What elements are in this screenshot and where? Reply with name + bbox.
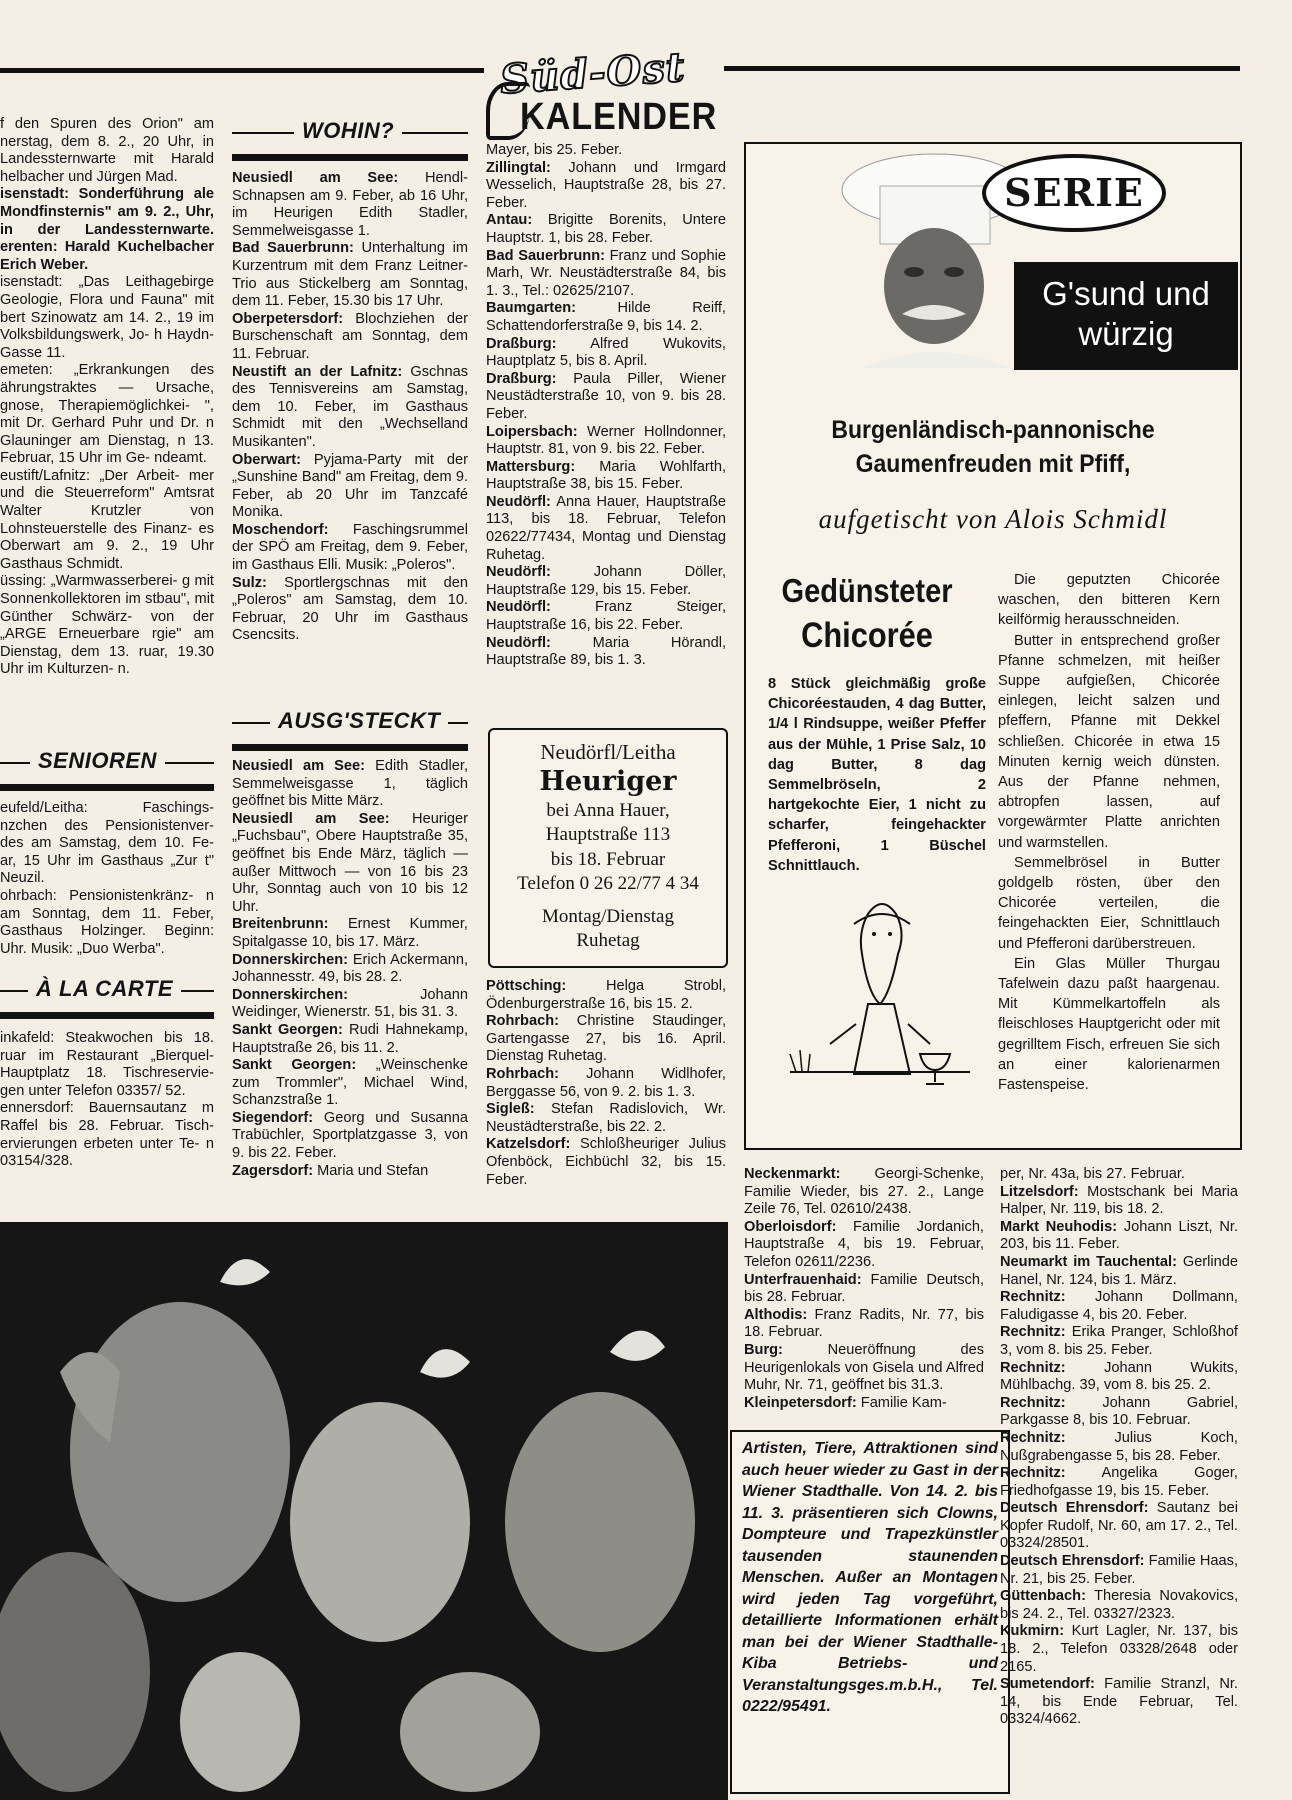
entry-place: Oberwart: bbox=[232, 451, 301, 468]
col1-item: üssing: „Warmwasserberei- g mit Sonnenkollektoren im stbau", mit Günther Schwärz- von der „ARGE Erneuerbare rgie" am Dienstag, dem 13. ruar, 19.30 Uhr im Kulturzen- n. bbox=[0, 573, 214, 678]
calendar-entry bbox=[1000, 1360, 1238, 1395]
calendar-entry bbox=[232, 916, 468, 951]
calendar-entry bbox=[1000, 1395, 1238, 1430]
entry-text: Hilde Reiff, Schattendorferstraße 9, bis 14. 2. bbox=[486, 300, 726, 334]
calendar-entry bbox=[1000, 1500, 1238, 1553]
entry-text: Paula Piller, Wiener Neustädterstraße 10, von 9. bis 28. Feber. bbox=[486, 370, 726, 422]
entry-text: Familie Kam- bbox=[856, 1394, 947, 1411]
serie-byline: aufgetischt von Alois Schmidl bbox=[818, 504, 1168, 534]
calendar-entry bbox=[744, 1395, 984, 1413]
entry-place: Rechnitz: bbox=[1000, 1465, 1066, 1482]
entry-place: Bad Sauerbrunn: bbox=[232, 240, 354, 257]
entry-text: „Weinschenke zum Trommler", Michael Wind, Schanzstraße 1. bbox=[232, 1057, 468, 1109]
calendar-entry bbox=[232, 240, 468, 310]
calendar-entry bbox=[486, 212, 726, 247]
calendar-entry bbox=[1000, 1623, 1238, 1676]
entry-text: Heuriger „Fuchsbau", Obere Hauptstraße 35, geöffnet bis Ende März, täglich — außer Mittwoch — von 16 bis 23 Uhr, Sonntag auch von 10 bis 12 Uhr. bbox=[232, 810, 468, 915]
entry-text: Maria Wohlfarth, Hauptstraße 38, bis 15. Feber. bbox=[486, 458, 726, 493]
entry-text: Neueröffnung des Heurigenlokals von Gisela und Alfred Muhr, Nr. 71, geöffnet bis 31.3. bbox=[744, 1341, 984, 1394]
ad-closed-label: Ruhetag bbox=[576, 930, 640, 951]
entry-text: Johann Liszt, Nr. 203, bis 11. Feber. bbox=[1000, 1218, 1238, 1253]
entry-text: Johann Gabriel, Parkgasse 8, bis 10. Februar. bbox=[1000, 1394, 1238, 1429]
calendar-entry bbox=[232, 952, 468, 987]
entry-place: Bad Sauerbrunn: bbox=[486, 247, 605, 264]
masthead-s-swash bbox=[486, 82, 530, 140]
entry-place: Neumarkt im Tauchental: bbox=[1000, 1253, 1177, 1270]
recipe-step: Die geputzten Chicorée waschen, den bitteren Kern keilförmig herausschneiden. bbox=[998, 572, 1220, 629]
recipe-title-2: Chicorée bbox=[801, 616, 933, 655]
entry-place: Zillingtal: bbox=[486, 159, 551, 176]
ausg-list bbox=[232, 758, 468, 1198]
entry-place: Neudörfl: bbox=[486, 564, 551, 581]
masthead-rule-right bbox=[724, 66, 1240, 71]
entry-place: Rechnitz: bbox=[1000, 1394, 1066, 1411]
entry-place: Sulz: bbox=[232, 574, 267, 591]
entry-place: Neustift an der Lafnitz: bbox=[232, 363, 403, 380]
senioren-item: ohrbach: Pensionistenkränz- n am Sonntag, dem 11. Feber, Gasthaus Holzinger. Beginn: Uhr. Musik: „Duo Werba". bbox=[0, 887, 214, 957]
entry-place: Burg: bbox=[744, 1341, 783, 1358]
entry-text: per, Nr. 43a, bis 27. Februar. bbox=[1000, 1166, 1185, 1182]
entry-place: Mattersburg: bbox=[486, 458, 576, 475]
entry-place: Markt Neuhodis: bbox=[1000, 1218, 1118, 1235]
carte-header bbox=[0, 976, 214, 1022]
serie-headline-1: Burgenländisch-pannonische bbox=[831, 416, 1155, 444]
col1-item: emeten: „Erkrankungen des ährungstraktes — Ursache, gnose, Therapiemöglichkei- ", mit Dr. Gerhard Puhr und Dr. n Glauninger am Dienstag, n 13. Februar, 15 Uhr im Ge- ndeamt. bbox=[0, 362, 214, 467]
calendar-entry bbox=[744, 1272, 984, 1307]
calendar-entry bbox=[486, 599, 726, 634]
entry-place: Neudörfl: bbox=[486, 599, 551, 616]
recipe-step: Semmelbrösel in Butter goldgelb rösten, über den Chicorée verteilen, die feingehackten Eier, Schnittlauch und Pfefferoni darüberstreuen. bbox=[998, 854, 1220, 952]
calendar-entry bbox=[486, 1101, 726, 1136]
ad-host: bei Anna Hauer, bbox=[546, 799, 670, 821]
calendar-entry bbox=[232, 575, 468, 645]
entry-place: Pöttsching: bbox=[486, 978, 567, 994]
column-3-top bbox=[486, 142, 726, 702]
calendar-entry bbox=[232, 758, 468, 811]
entry-place: Neudörfl: bbox=[486, 493, 551, 510]
calendar-entry bbox=[1000, 1254, 1238, 1289]
entry-place: Sankt Georgen: bbox=[232, 1021, 343, 1038]
entry-text: Ernest Kummer, Spitalgasse 10, bis 17. März. bbox=[232, 916, 468, 950]
entry-place: Rechnitz: bbox=[1000, 1289, 1066, 1306]
ad-heuriger: Heuriger bbox=[539, 765, 677, 797]
recipe-series-box bbox=[744, 142, 1242, 1150]
entry-place: Oberpetersdorf: bbox=[232, 310, 344, 327]
masthead-title: KALENDER bbox=[520, 96, 718, 138]
entry-text: Faschingsrummel der SPÖ am Freitag, dem 9. Feber, im Gasthaus Elli. Musik: „Poleros". bbox=[232, 521, 468, 574]
entry-text: Edith Stadler, Semmelweisgasse 1, täglich geöffnet bis Mitte März. bbox=[232, 758, 468, 810]
calendar-entry bbox=[486, 1136, 726, 1189]
calendar-entry bbox=[1000, 1588, 1238, 1623]
recipe-step: Butter in entsprechend großer Pfanne schmelzen, mit heißer Suppe aufgießen, Chicorée einlegen, leicht salzen und pfeffern, Pfanne mit Dekkel schließen. Chicorée in etwa 15 Minuten kernig weich dünsten. Aus der Pfanne nehmen, abtropfen lassen, auf vorgewärmter Platte anrichten und warmstellen. bbox=[998, 632, 1220, 851]
serie-tagline-1: G'sund und bbox=[1042, 275, 1210, 312]
entry-text: Alfred Wukovits, Hauptplatz 5, bis 8. April. bbox=[486, 335, 726, 370]
masthead-script-title: Süd-Ost bbox=[498, 43, 687, 104]
entry-text: Johann Weidinger, Wienerstr. 51, bis 31. 3. bbox=[232, 986, 468, 1021]
entry-text: Familie Deutsch, bis 28. Februar. bbox=[744, 1271, 984, 1306]
entry-text: Mostschank bei Maria Halper, Nr. 119, bis 18. 2. bbox=[1000, 1183, 1238, 1218]
calendar-entry bbox=[744, 1166, 984, 1219]
carte-title: À LA CARTE bbox=[28, 976, 181, 1002]
entry-text: Mayer, bis 25. Feber. bbox=[486, 142, 623, 158]
serie-banner bbox=[1014, 262, 1238, 370]
entry-place: Siegendorf: bbox=[232, 1109, 314, 1126]
entry-place: Rechnitz: bbox=[1000, 1429, 1066, 1446]
column-5-lower bbox=[1000, 1166, 1238, 1798]
calendar-entry bbox=[232, 1057, 468, 1110]
calendar-entry bbox=[232, 364, 468, 452]
entry-place: Zagersdorf: bbox=[232, 1162, 314, 1179]
ad-closed-days: Montag/Dienstag bbox=[542, 905, 674, 927]
caption-text: Artisten, Tiere, Attraktionen sind auch heuer wieder zu Gast in der Wiener Stadthalle. Von 14. 2. bis 11. 3. präsentieren sich Clowns, Dompteure und Trapezkünstler tausenden staunenden Menschen. Außer an Montagen wird jeden Tag vorgeführt, detaillierte Informationen erhält man bei der Wiener Stadthalle-Kiba Betriebs- und Veranstaltungsges.m.b.H., Tel. 0222/95491. bbox=[742, 1440, 998, 1715]
masthead-rule-left bbox=[0, 68, 484, 73]
masthead bbox=[486, 43, 722, 142]
heuriger-ad bbox=[488, 728, 728, 968]
entry-text: Kurt Lagler, Nr. 137, bis 18. 2., Telefon 03328/2648 oder 2165. bbox=[1000, 1623, 1238, 1675]
entry-place: Rechnitz: bbox=[1000, 1359, 1066, 1376]
serie-headline-2: Gaumenfreuden mit Pfiff, bbox=[855, 450, 1131, 478]
entry-text: Julius Koch, Nußgrabengasse 5, bis 28. Feber. bbox=[1000, 1429, 1238, 1464]
entry-text: Maria Hörandl, Hauptstraße 89, bis 1. 3. bbox=[486, 634, 726, 669]
calendar-entry bbox=[486, 142, 726, 160]
entry-place: Güttenbach: bbox=[1000, 1588, 1086, 1605]
ad-address: Hauptstraße 113 bbox=[545, 824, 671, 845]
calendar-entry bbox=[1000, 1184, 1238, 1219]
calendar-entry bbox=[486, 248, 726, 301]
col1-item: isenstadt: Sonderführung ale Mondfinsternis" am 9. 2., Uhr, in der Landessternwarte. erenten: Harald Kuchelbacher Erich Weber. bbox=[0, 186, 214, 273]
calendar-entry bbox=[486, 564, 726, 599]
entry-text: Johann Widlhofer, Berggasse 56, von 9. 2. bis 1. 3. bbox=[486, 1065, 726, 1100]
calendar-entry bbox=[232, 987, 468, 1022]
calendar-entry bbox=[232, 811, 468, 917]
calendar-entry bbox=[1000, 1465, 1238, 1500]
recipe-ingredients: 8 Stück gleichmäßig große Chicoréestauden, 4 dag Butter, 1/4 l Rindsuppe, weißer Pfeffer aus der Mühle, 1 Prise Salz, 10 dag Butter, 8 dag Semmelbröseln, 2 hartgekochte Eier, 1 nicht zu scharfer, feingehackter Pfefferoni, 1 Büschel Schnittlauch. bbox=[768, 676, 986, 874]
calendar-entry bbox=[486, 371, 726, 424]
entry-text: Sautanz bei Kopfer Rudolf, Nr. 60, am 17. 2., Tel. 03324/28501. bbox=[1000, 1500, 1238, 1552]
entry-place: Katzelsdorf: bbox=[486, 1136, 571, 1153]
entry-text: Theresia Novakovics, bis 24. 2., Tel. 03327/2323. bbox=[1000, 1588, 1238, 1622]
carte-item: inkafeld: Steakwochen bis 18. ruar im Restaurant „Bierquel- Hauptplatz 18. Tischreservie- gen unter Telefon 03357/ 52. bbox=[0, 1030, 214, 1099]
entry-text: Georgi-Schenke, Familie Wieder, bis 27. 2., Lange Zeile 76, Tel. 02610/2438. bbox=[744, 1166, 984, 1218]
chef-cartoon bbox=[770, 894, 982, 1094]
calendar-entry bbox=[744, 1342, 984, 1395]
entry-text: Brigitte Borenits, Untere Hauptstr. 1, bis 28. Feber. bbox=[486, 212, 726, 246]
ausg-title: AUSG'STECKT bbox=[270, 708, 448, 734]
entry-text: Johann Wukits, Mühlbachg. 39, vom 8. bis 25. 2. bbox=[1000, 1359, 1238, 1394]
calendar-entry bbox=[1000, 1324, 1238, 1359]
calendar-entry bbox=[1000, 1553, 1238, 1588]
col1-item: f den Spuren des Orion" am nerstag, dem 8. 2., 20 Uhr, in Landessternwarte mit Harald helbacher und Jürgen Mad. bbox=[0, 116, 214, 185]
recipe-title-1: Gedünsteter bbox=[781, 572, 953, 609]
entry-place: Oberloisdorf: bbox=[744, 1218, 837, 1235]
ad-location: Neudörfl/Leitha bbox=[540, 740, 676, 764]
entry-place: Neusiedl am See: bbox=[232, 810, 390, 827]
calendar-entry bbox=[744, 1219, 984, 1272]
calendar-entry bbox=[232, 1163, 468, 1181]
entry-text: Johann Döller, Hauptstraße 129, bis 15. Feber. bbox=[486, 564, 726, 598]
calendar-entry bbox=[232, 311, 468, 364]
cartoon-illustration bbox=[770, 894, 982, 1094]
serie-badge bbox=[982, 154, 1166, 232]
calendar-entry bbox=[744, 1307, 984, 1342]
entry-text: Anna Hauer, Hauptstraße 113, bis 18. Februar, Telefon 02622/77434, Montag und Dienstag Ruhetag. bbox=[486, 493, 726, 563]
entry-text: Familie Jordanich, Hauptstraße 4, bis 19. Februar, Telefon 02611/2236. bbox=[744, 1218, 984, 1270]
entry-text: Sportlergschnas mit den „Poleros" am Samstag, dem 10. Februar, 20 Uhr im Gasthaus Csencsits. bbox=[232, 574, 468, 644]
entry-text: Werner Hollndonner, Hauptstr. 81, von 9. bis 22. Feber. bbox=[486, 423, 726, 458]
entry-place: Donnerskirchen: bbox=[232, 986, 348, 1003]
entry-text: Gschnas des Tennisvereins am Samstag, dem 10. Feber, im Gasthaus Schmidt mit den „Wechselland Musikanten". bbox=[232, 363, 468, 450]
entry-place: Neckenmarkt: bbox=[744, 1166, 841, 1182]
wohin-title: WOHIN? bbox=[294, 118, 402, 144]
calendar-entry bbox=[486, 424, 726, 459]
entry-text: Maria und Stefan bbox=[313, 1162, 429, 1179]
serie-badge-text: SERIE bbox=[1004, 170, 1144, 215]
entry-place: Sumetendorf: bbox=[1000, 1676, 1095, 1693]
senioren-title: SENIOREN bbox=[30, 748, 165, 774]
entry-place: Rechnitz: bbox=[1000, 1324, 1066, 1341]
calendar-entry bbox=[486, 1066, 726, 1101]
entry-place: Neusiedl am See: bbox=[232, 758, 365, 774]
entry-text: Franz und Sophie Marh, Wr. Neustädterstraße 84, bis 1. 3., Tel.: 02625/2107. bbox=[486, 247, 726, 299]
senioren-list bbox=[0, 800, 214, 970]
entry-text: Helga Strobl, Ödenburgerstraße 16, bis 15. 2. bbox=[486, 978, 726, 1012]
calendar-entry bbox=[486, 978, 726, 1013]
entry-place: Draßburg: bbox=[486, 370, 557, 387]
entry-place: Deutsch Ehrensdorf: bbox=[1000, 1553, 1145, 1570]
wohin-list bbox=[232, 170, 468, 700]
wohin-header bbox=[232, 118, 468, 164]
entry-place: Neusiedl am See: bbox=[232, 170, 399, 186]
entry-place: Donnerskirchen: bbox=[232, 951, 348, 968]
entry-text: Johann und Irmgard Wesselich, Hauptstraße 28, bis 27. Feber. bbox=[486, 159, 726, 211]
entry-text: Johann Dollmann, Faludigasse 4, bis 20. Feber. bbox=[1000, 1289, 1238, 1323]
photo-caption bbox=[730, 1430, 1010, 1794]
serie-tagline-2: würzig bbox=[1078, 315, 1174, 352]
ad-dates: bis 18. Februar bbox=[550, 848, 666, 870]
entry-text: Erika Pranger, Schloßhof 3, vom 8. bis 25. Feber. bbox=[1000, 1324, 1238, 1358]
calendar-entry bbox=[1000, 1676, 1238, 1729]
calendar-entry bbox=[1000, 1430, 1238, 1465]
calendar-entry bbox=[486, 336, 726, 371]
entry-text: Angelika Goger, Friedhofgasse 19, bis 15. Feber. bbox=[1000, 1465, 1238, 1499]
entry-text: Franz Steiger, Hauptstraße 16, bis 22. Feber. bbox=[486, 599, 726, 634]
calendar-entry bbox=[232, 1110, 468, 1163]
entry-place: Unterfrauenhaid: bbox=[744, 1271, 862, 1288]
entry-text: Familie Stranzl, Nr. 14, bis Ende Februar, Tel. 03324/4662. bbox=[1000, 1676, 1238, 1728]
calendar-entry bbox=[486, 160, 726, 213]
calendar-entry bbox=[486, 494, 726, 564]
calendar-entry bbox=[232, 170, 468, 240]
entry-place: Moschendorf: bbox=[232, 521, 329, 538]
circus-elephants-photo bbox=[0, 1222, 728, 1800]
entry-text: Franz Radits, Nr. 77, bis 18. Februar. bbox=[744, 1306, 984, 1341]
entry-place: Sankt Georgen: bbox=[232, 1057, 357, 1074]
entry-text: Familie Haas, Nr. 21, bis 25. Feber. bbox=[1000, 1553, 1238, 1587]
senioren-item: eufeld/Leitha: Faschings- nzchen des Pensionistenver- des am Samstag, dem 10. Fe- ar, 15 Uhr im Gasthaus „Zur t" Neuzil. bbox=[0, 800, 214, 887]
calendar-entry bbox=[232, 522, 468, 575]
calendar-entry bbox=[1000, 1289, 1238, 1324]
entry-text: Georg und Susanna Trabüchler, Sportplatzgasse 3, von 9. bis 22. Feber. bbox=[232, 1109, 468, 1162]
entry-text: Schloßheuriger Julius Ofenböck, Eichbüchl 32, bis 15. Feber. bbox=[486, 1136, 726, 1188]
entry-text: Pyjama-Party mit der „Sunshine Band" am Freitag, dem 9. Feber, ab 20 Uhr im Tanzcafé Monika. bbox=[232, 451, 468, 521]
entry-place: Rohrbach: bbox=[486, 1065, 559, 1082]
ausg-header bbox=[232, 708, 468, 754]
entry-text: Gerlinde Hanel, Nr. 124, bis 1. März. bbox=[1000, 1253, 1238, 1288]
entry-text: Hendl-Schnapsen am 9. Feber, ab 16 Uhr, im Heurigen Edith Stadler, Semmelweisgasse 1. bbox=[232, 170, 468, 239]
entry-place: Litzelsdorf: bbox=[1000, 1183, 1079, 1200]
calendar-entry bbox=[486, 635, 726, 670]
senioren-header bbox=[0, 748, 214, 794]
entry-place: Loipersbach: bbox=[486, 423, 578, 440]
entry-text: Rudi Hahnekamp, Hauptstraße 26, bis 11. 2. bbox=[232, 1021, 468, 1056]
entry-place: Deutsch Ehrensdorf: bbox=[1000, 1500, 1149, 1517]
calendar-entry bbox=[232, 1022, 468, 1057]
calendar-entry bbox=[486, 1013, 726, 1066]
entry-place: Kleinpetersdorf: bbox=[744, 1394, 857, 1411]
recipe-step: Ein Glas Müller Thurgau Tafelwein dazu paßt haargenau. Mit Kümmelkartoffeln als fleischloses Hauptgericht oder mit gegrilltem Fisch, erfreuen Sie sich an einer kalorienarmen Fastenspeise. bbox=[998, 955, 1220, 1094]
carte-item: ennersdorf: Bauernsautanz m Raffel bis 28. Februar. Tisch- ervierungen erbeten unter Te- n 03154/328. bbox=[0, 1100, 214, 1170]
entry-place: Baumgarten: bbox=[486, 300, 577, 317]
entry-text: Unterhaltung im Kurzentrum mit dem Franz Leitner-Trio aus Stickelberg am Sonntag, dem 11. Feber, 15.30 bis 17 Uhr. bbox=[232, 240, 468, 310]
entry-place: Breitenbrunn: bbox=[232, 916, 329, 933]
carte-list bbox=[0, 1030, 214, 1200]
entry-text: Christine Staudinger, Gartengasse 27, bis 16. April. Dienstag Ruhetag. bbox=[486, 1013, 726, 1065]
calendar-entry bbox=[486, 300, 726, 335]
entry-place: Kukmirn: bbox=[1000, 1623, 1065, 1640]
entry-place: Draßburg: bbox=[486, 335, 557, 352]
calendar-entry bbox=[232, 452, 468, 522]
entry-text: Blochziehen der Burschenschaft am Sonntag, dem 11. Februar. bbox=[232, 310, 468, 362]
entry-place: Rohrbach: bbox=[486, 1013, 559, 1030]
entry-place: Sigleß: bbox=[486, 1101, 535, 1118]
entry-place: Neudörfl: bbox=[486, 634, 551, 651]
entry-text: Stefan Radislovich, Wr. Neustädterstraße, bis 22. 2. bbox=[486, 1101, 726, 1135]
entry-place: Antau: bbox=[486, 212, 533, 229]
column-3-bottom bbox=[486, 978, 726, 1198]
calendar-entry bbox=[1000, 1219, 1238, 1254]
entry-place: Althodis: bbox=[744, 1306, 808, 1323]
elephant-scene bbox=[0, 1222, 728, 1800]
col1-item: eustift/Lafnitz: „Der Arbeit- mer und die Steuerreform" Amtsrat Walter Krutzler von Lohnsteuerstelle des Finanz- es Oberwart am 9. 2., 19 Uhr Gasthaus Schmidt. bbox=[0, 467, 214, 572]
calendar-entry bbox=[1000, 1166, 1238, 1184]
entry-text: Erich Ackermann, Johannesstr. 49, bis 28. 2. bbox=[232, 951, 468, 986]
recipe-steps bbox=[998, 570, 1220, 1095]
col1-item: isenstadt: „Das Leithagebirge Geologie, Flora und Fauna" mit bert Szinowatz am 14. 2., 19 im Volksbildungswerk, Jo- h Haydn-Gasse 11. bbox=[0, 274, 214, 361]
calendar-entry bbox=[486, 459, 726, 494]
ad-phone: Telefon 0 26 22/77 4 34 bbox=[517, 873, 699, 894]
column-4-lower bbox=[744, 1166, 984, 1424]
